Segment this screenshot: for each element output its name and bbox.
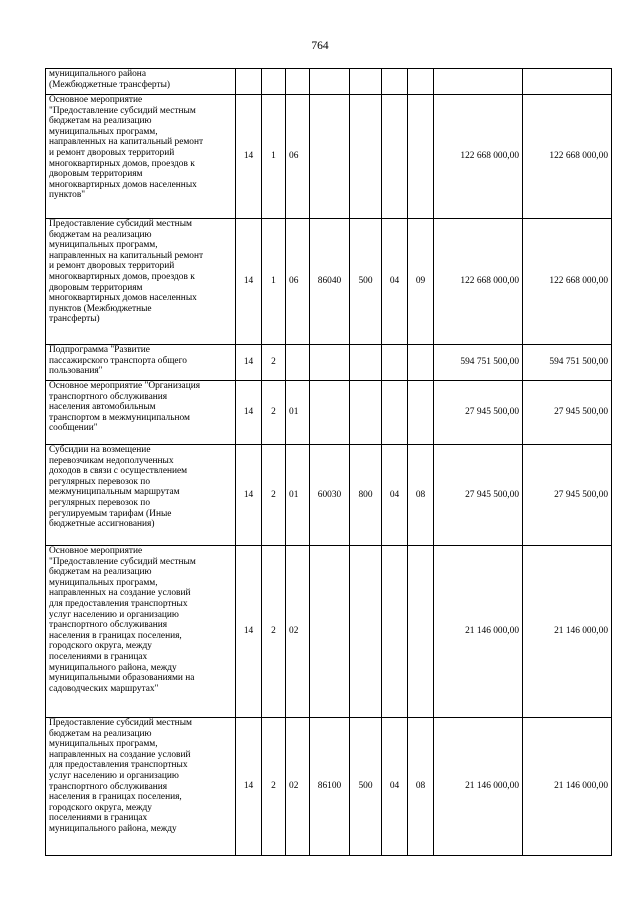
row-code-1: 14 — [236, 445, 262, 546]
row-code-2: 1 — [262, 95, 286, 219]
table-row — [46, 345, 612, 381]
row-description: Субсидии на возмещение перевозчикам недополученных доходов в связи с осуществлением регулярных перевозок по межмуниципальным маршрутам регулярных перевозок по регулируемым тарифам (Иные бюджетные ассигнования) — [46, 445, 236, 546]
row-amount-1 — [434, 69, 523, 95]
row-code-1: 14 — [236, 95, 262, 219]
row-code-1: 14 — [236, 219, 262, 345]
row-code-5: 800 — [350, 445, 382, 546]
row-code-2: 2 — [262, 381, 286, 445]
row-amount-1: 594 751 500,00 — [434, 345, 523, 381]
table-row — [46, 95, 612, 219]
row-code-4: 86040 — [310, 219, 350, 345]
row-code-6 — [382, 95, 408, 219]
row-code-5 — [350, 546, 382, 718]
row-code-3: 02 — [286, 546, 310, 718]
table-body — [46, 69, 612, 856]
row-code-6 — [382, 546, 408, 718]
row-amount-1: 27 945 500,00 — [434, 381, 523, 445]
row-code-1: 14 — [236, 345, 262, 381]
row-description: Основное мероприятие "Предоставление субсидий местным бюджетам на реализацию муниципальных программ, направленных на капитальный ремонт и ремонт дворовых территорий многоквартирных домов, проездов к дворовым территориям многоквартирных домов населенных пунктов" — [46, 95, 236, 219]
row-code-5 — [350, 69, 382, 95]
row-code-5 — [350, 381, 382, 445]
row-code-5: 500 — [350, 718, 382, 856]
row-code-4 — [310, 95, 350, 219]
row-code-1: 14 — [236, 381, 262, 445]
table-row — [46, 69, 612, 95]
row-code-3: 06 — [286, 95, 310, 219]
row-amount-1: 21 146 000,00 — [434, 546, 523, 718]
row-amount-2: 27 945 500,00 — [523, 445, 612, 546]
row-description: муниципального района (Межбюджетные трансферты) — [46, 69, 236, 95]
row-amount-2: 27 945 500,00 — [523, 381, 612, 445]
row-code-4: 60030 — [310, 445, 350, 546]
row-code-4 — [310, 381, 350, 445]
table-row — [46, 381, 612, 445]
row-code-6: 04 — [382, 445, 408, 546]
row-code-1 — [236, 69, 262, 95]
row-code-2: 1 — [262, 219, 286, 345]
row-code-7 — [408, 95, 434, 219]
row-amount-2: 122 668 000,00 — [523, 95, 612, 219]
row-code-4 — [310, 345, 350, 381]
row-amount-2: 21 146 000,00 — [523, 718, 612, 856]
row-code-3 — [286, 345, 310, 381]
row-code-6 — [382, 345, 408, 381]
row-code-7 — [408, 69, 434, 95]
row-description: Основное мероприятие "Предоставление субсидий местным бюджетам на реализацию муниципальных программ, направленных на создание условий для предоставления транспортных услуг населению и организацию транспортного обслуживания населения в границах поселения, городского округа, между поселениями в границах муниципального района, между муниципальными образованиями на садоводческих маршрутах" — [46, 546, 236, 718]
row-amount-1: 27 945 500,00 — [434, 445, 523, 546]
row-amount-2: 594 751 500,00 — [523, 345, 612, 381]
row-amount-2: 122 668 000,00 — [523, 219, 612, 345]
row-code-3: 06 — [286, 219, 310, 345]
row-code-7: 08 — [408, 718, 434, 856]
row-code-1: 14 — [236, 718, 262, 856]
row-amount-1: 122 668 000,00 — [434, 219, 523, 345]
table-row — [46, 546, 612, 718]
budget-table — [45, 68, 612, 856]
row-code-2: 2 — [262, 718, 286, 856]
row-code-5 — [350, 345, 382, 381]
row-code-2: 2 — [262, 345, 286, 381]
row-code-3 — [286, 69, 310, 95]
table-row — [46, 445, 612, 546]
row-code-4: 86100 — [310, 718, 350, 856]
row-code-2: 2 — [262, 445, 286, 546]
row-description: Основное мероприятие "Организация транспортного обслуживания населения автомобильным транспортом в межмуниципальном сообщении" — [46, 381, 236, 445]
row-amount-2: 21 146 000,00 — [523, 546, 612, 718]
row-code-6: 04 — [382, 718, 408, 856]
table-row — [46, 718, 612, 856]
page-number: 764 — [311, 40, 329, 52]
row-description: Подпрограмма "Развитие пассажирского транспорта общего пользования" — [46, 345, 236, 381]
row-code-3: 01 — [286, 445, 310, 546]
row-code-3: 02 — [286, 718, 310, 856]
row-code-3: 01 — [286, 381, 310, 445]
row-code-4 — [310, 546, 350, 718]
row-code-4 — [310, 69, 350, 95]
row-code-7: 09 — [408, 219, 434, 345]
row-code-7 — [408, 381, 434, 445]
row-code-5 — [350, 95, 382, 219]
table-row — [46, 219, 612, 345]
row-amount-2 — [523, 69, 612, 95]
row-code-6 — [382, 381, 408, 445]
row-description: Предоставление субсидий местным бюджетам на реализацию муниципальных программ, направленных на капитальный ремонт и ремонт дворовых территорий многоквартирных домов, проездов к дворовым территориям многоквартирных домов населенных пунктов (Межбюджетные трансферты) — [46, 219, 236, 345]
row-code-1: 14 — [236, 546, 262, 718]
row-code-7 — [408, 345, 434, 381]
row-code-2 — [262, 69, 286, 95]
row-amount-1: 122 668 000,00 — [434, 95, 523, 219]
row-description: Предоставление субсидий местным бюджетам на реализацию муниципальных программ, направленных на создание условий для предоставления транспортных услуг населению и организацию транспортного обслуживания населения в границах поселения, городского округа, между поселениями в границах муниципального района, между — [46, 718, 236, 856]
row-code-2: 2 — [262, 546, 286, 718]
row-amount-1: 21 146 000,00 — [434, 718, 523, 856]
row-code-5: 500 — [350, 219, 382, 345]
row-code-7: 08 — [408, 445, 434, 546]
row-code-7 — [408, 546, 434, 718]
row-code-6: 04 — [382, 219, 408, 345]
row-code-6 — [382, 69, 408, 95]
